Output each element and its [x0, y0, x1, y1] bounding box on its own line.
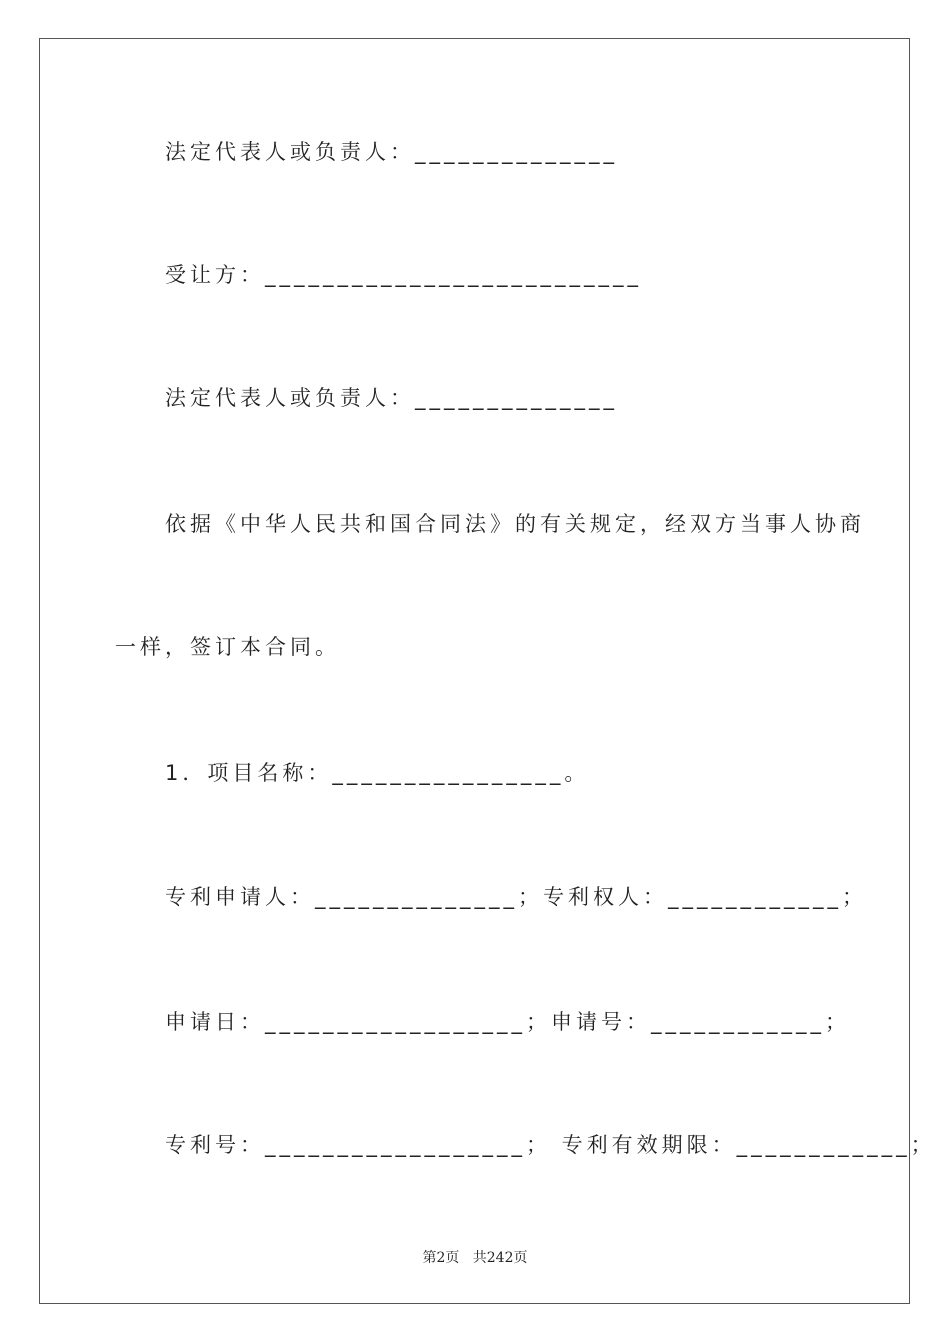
patent-number-line: 专利号：__________________； 专利有效期限：____________；	[165, 1133, 936, 1157]
legal-representative-line-1: 法定代表人或负责人：______________	[165, 140, 618, 164]
project-name-line: 1．项目名称：________________。	[165, 761, 590, 785]
page-number-footer: 第2页 共242页	[422, 1250, 528, 1266]
assignee-line: 受让方：__________________________	[165, 263, 642, 287]
legal-representative-line-2: 法定代表人或负责人：______________	[165, 386, 618, 410]
application-date-line: 申请日：__________________；申请号：____________；	[165, 1010, 850, 1034]
page-border	[39, 38, 910, 1304]
patent-applicant-line: 专利申请人：______________；专利权人：____________；	[165, 885, 867, 909]
basis-paragraph-line-1: 依据《中华人民共和国合同法》的有关规定，经双方当事人协商	[165, 512, 865, 536]
basis-paragraph-line-2: 一样，签订本合同。	[115, 635, 340, 659]
